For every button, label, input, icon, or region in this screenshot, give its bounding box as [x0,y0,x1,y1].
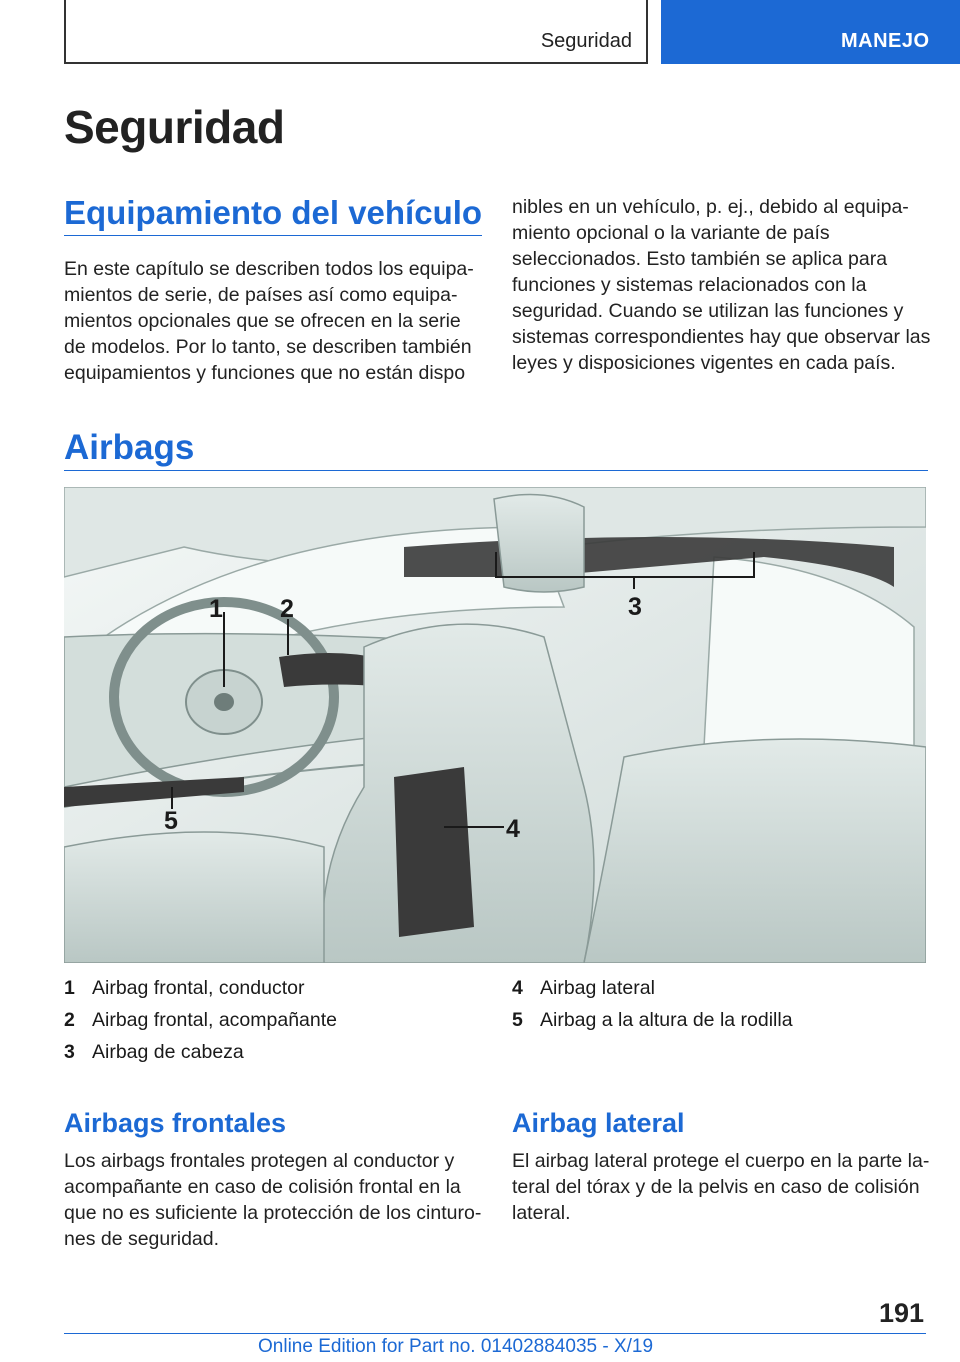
figure-legend-left [64,972,337,1068]
section-divider [64,235,482,236]
airbag-diagram-figure [64,487,926,963]
frontal-airbags-text: Los airbags frontales protegen al conductor y acompañante en caso de colisión frontal en la que no es suficiente la protección de los cinturones de seguridad. [64,1150,482,1250]
legend-text: Airbag a la altura de la rodilla [540,1009,793,1031]
page-title: Seguridad [64,101,285,153]
chapter-tab-label: MANEJO [841,30,930,52]
legend-text: Airbag lateral [540,977,655,999]
figure-legend-right [512,972,793,1036]
list-item [64,1036,337,1068]
figure-label-4: 4 [506,815,520,843]
footer-edition-text: Online Edition for Part no. 01402884035 - X/19 [258,1336,654,1357]
subsection-title-side-airbag: Airbag lateral [512,1108,685,1138]
figure-label-1: 1 [209,595,223,623]
side-airbag-text: El airbag lateral protege el cuerpo en la parte lateral del tórax y de la pelvis en caso de colisión lateral. [512,1150,930,1224]
car-interior-illustration [64,487,926,963]
legend-number: 2 [64,1009,75,1031]
section-title-airbags: Airbags [64,428,195,467]
figure-label-3: 3 [628,593,642,621]
header-section-name: Seguridad [540,30,632,52]
legend-number: 4 [512,977,523,999]
footer-divider [64,1333,926,1334]
section-divider [64,470,928,471]
figure-label-2: 2 [280,595,294,623]
list-item [512,972,793,1004]
vehicle-equipment-text-left: En este capítulo se describen todos los equipamientos de serie, de países así como equipamientos opcionales que se ofrecen en la serie de modelos. Por lo tanto, se describen también equipamientos y funciones que no están dispo [64,258,474,384]
legend-number: 1 [64,977,75,999]
list-item [64,972,337,1004]
list-item [512,1004,793,1036]
side-airbag-area [394,767,474,937]
legend-text: Airbag frontal, acompañante [92,1009,337,1031]
subsection-title-frontal-airbags: Airbags frontales [64,1108,287,1138]
legend-number: 3 [64,1041,75,1063]
legend-text: Airbag frontal, conductor [92,977,305,999]
chapter-tab[interactable] [661,0,960,64]
vehicle-equipment-text-right: nibles en un vehículo, p. ej., debido al equipamiento opcional o la variante de país seleccionados. Esto también se aplica para funciones y sistemas relacionados con la seguridad. Cuando se utilizan las funciones y sistemas correspondientes hay que observar las leyes y disposiciones vigentes en cada país. [512,196,931,374]
legend-text: Airbag de cabeza [92,1041,244,1063]
figure-label-5: 5 [164,807,178,835]
list-item [64,1004,337,1036]
legend-number: 5 [512,1009,523,1031]
section-title-vehicle-equipment: Equipamiento del vehículo [64,194,483,231]
page-number: 191 [878,1298,924,1328]
